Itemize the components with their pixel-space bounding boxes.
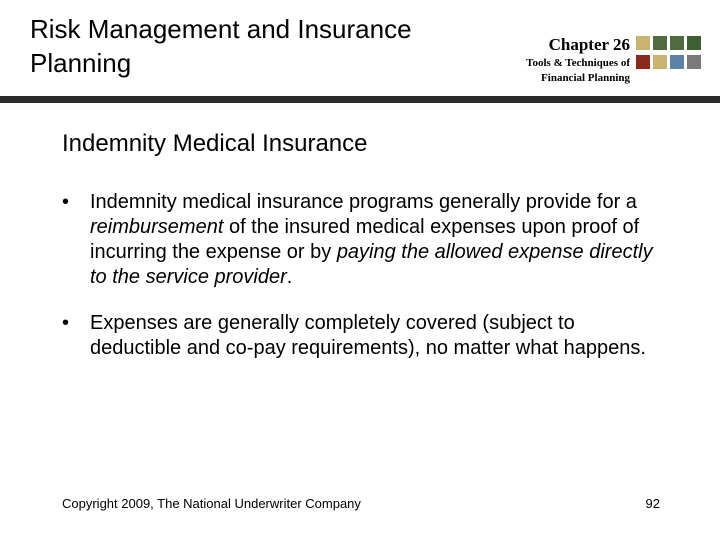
header-divider — [0, 96, 720, 103]
bullet1-text: . — [286, 266, 293, 288]
bullet1-emphasis-reimbursement: reimbursement — [90, 216, 224, 238]
bullet-dot: • — [62, 191, 70, 213]
footer-copyright: Copyright 2009, The National Underwriter Company — [62, 496, 361, 511]
page-number: 92 — [645, 496, 660, 511]
chapter-label: Chapter 26 — [548, 35, 630, 54]
bullet-item-reimbursement — [62, 190, 662, 290]
decor-square — [670, 55, 684, 69]
header-title: Risk Management and Insurance Planning — [30, 14, 412, 78]
bullet-list — [62, 190, 662, 382]
bullet-item-coverage — [62, 311, 662, 361]
chapter-subtitle-line1: Tools & Techniques of — [526, 57, 630, 69]
bullet2-text: Expenses are generally completely covered (subject to deductible and co-pay requirements), no matter what happens. — [90, 312, 646, 359]
decor-square — [670, 36, 684, 50]
decorative-squares — [636, 36, 720, 72]
bullet1-text: of the insured medical expenses upon proof of incurring the expense or by — [90, 216, 640, 263]
decor-square — [653, 55, 667, 69]
decor-square — [636, 36, 650, 50]
decor-square — [687, 36, 701, 50]
chapter-block — [526, 34, 630, 86]
decor-square — [687, 55, 701, 69]
slide-heading: Indemnity Medical Insurance — [62, 130, 368, 157]
bullet1-emphasis-direct-payment: paying the allowed expense directly to the service provider — [90, 241, 653, 288]
decor-square — [653, 36, 667, 50]
bullet1-text: Indemnity medical insurance programs generally provide for a — [90, 191, 637, 213]
bullet-dot: • — [62, 312, 70, 334]
decor-square — [636, 55, 650, 69]
chapter-subtitle-line2: Financial Planning — [541, 72, 630, 84]
